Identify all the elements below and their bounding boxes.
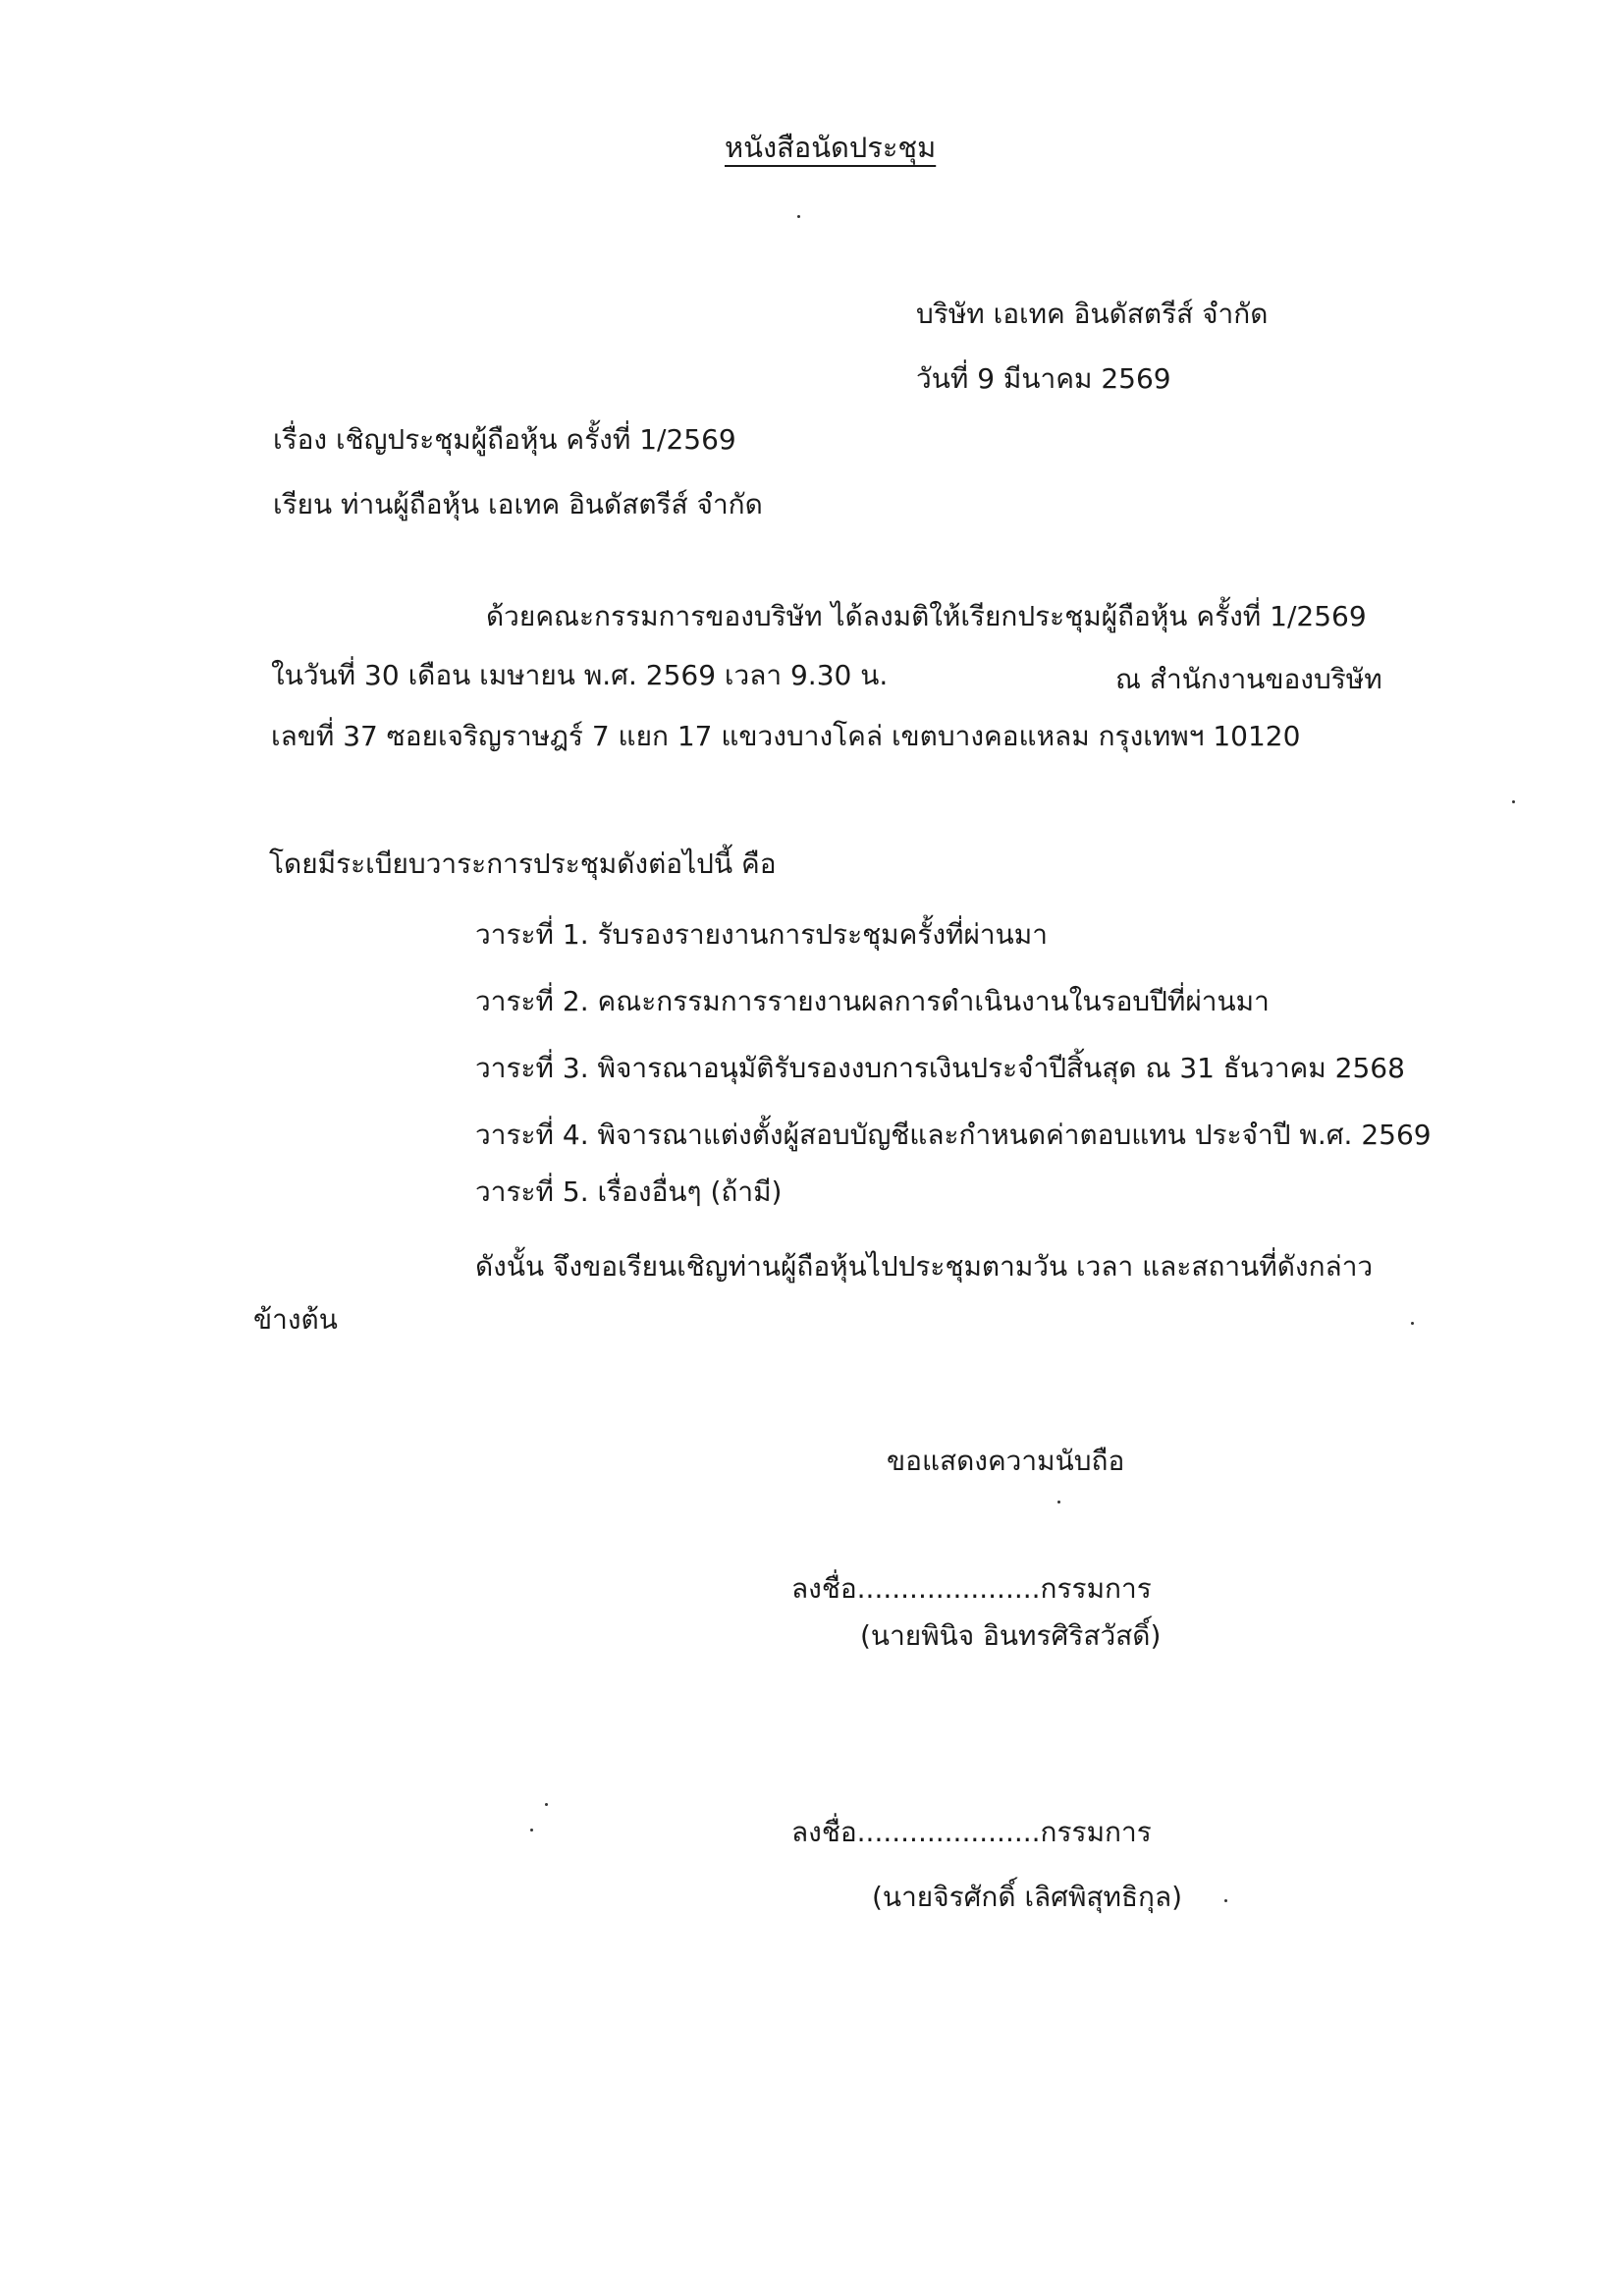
signatory-name: (นายพินิจ อินทรศิริสวัสดิ์) (860, 1619, 1162, 1652)
scan-speck (1057, 1501, 1060, 1503)
scan-speck (1512, 800, 1515, 803)
company-name: บริษัท เอเทค อินดัสตรีส์ จำกัด (916, 298, 1269, 330)
signature-line: ลงชื่อ.....................กรรมการ (791, 1816, 1152, 1848)
regards: ขอแสดงความนับถือ (887, 1445, 1125, 1477)
letter-date: วันที่ 9 มีนาคม 2569 (916, 362, 1171, 395)
agenda-item: วาระที่ 2. คณะกรรมการรายงานผลการดำเนินงานในรอบปีที่ผ่านมา (475, 985, 1270, 1017)
scan-speck (530, 1829, 533, 1831)
letter-subject: เรื่อง เชิญประชุมผู้ถือหุ้น ครั้งที่ 1/2569 (273, 423, 736, 456)
signatory-name: (นายจิรศักดิ์ เลิศพิสุทธิกุล) (872, 1881, 1183, 1913)
closing-line-2: ข้างต้น (253, 1303, 338, 1336)
body-line-1: ด้วยคณะกรรมการของบริษัท ได้ลงมติให้เรียกประชุมผู้ถือหุ้น ครั้งที่ 1/2569 (486, 600, 1367, 632)
body-line-3: เลขที่ 37 ซอยเจริญราษฎร์ 7 แยก 17 แขวงบางโคล่ เขตบางคอแหลม กรุงเทพฯ 10120 (271, 720, 1301, 752)
agenda-item: วาระที่ 4. พิจารณาแต่งตั้งผู้สอบบัญชีและกำหนดค่าตอบแทน ประจำปี พ.ศ. 2569 (475, 1119, 1432, 1151)
scan-speck (545, 1803, 548, 1806)
scan-speck (1411, 1322, 1414, 1325)
agenda-item: วาระที่ 3. พิจารณาอนุมัติรับรองงบการเงินประจำปีสิ้นสุด ณ 31 ธันวาคม 2568 (475, 1052, 1405, 1084)
closing-line-1: ดังนั้น จึงขอเรียนเชิญท่านผู้ถือหุ้นไปประชุมตามวัน เวลา และสถานที่ดังกล่าว (475, 1250, 1374, 1283)
body-line-2-location: ณ สำนักงานของบริษัท (1115, 663, 1382, 695)
agenda-item: วาระที่ 5. เรื่องอื่นๆ (ถ้ามี) (475, 1175, 783, 1208)
scan-speck (797, 215, 800, 218)
document-title: หนังสือนัดประชุม (725, 131, 937, 164)
letter-recipient: เรียน ท่านผู้ถือหุ้น เอเทค อินดัสตรีส์ จำกัด (273, 488, 763, 520)
scan-speck (1224, 1899, 1227, 1902)
agenda-intro: โดยมีระเบียบวาระการประชุมดังต่อไปนี้ คือ (269, 847, 777, 880)
signature-line: ลงชื่อ.....................กรรมการ (791, 1572, 1152, 1605)
body-line-2: ในวันที่ 30 เดือน เมษายน พ.ศ. 2569 เวลา 9.30 น. (271, 659, 889, 691)
agenda-item: วาระที่ 1. รับรองรายงานการประชุมครั้งที่ผ่านมา (475, 918, 1048, 951)
